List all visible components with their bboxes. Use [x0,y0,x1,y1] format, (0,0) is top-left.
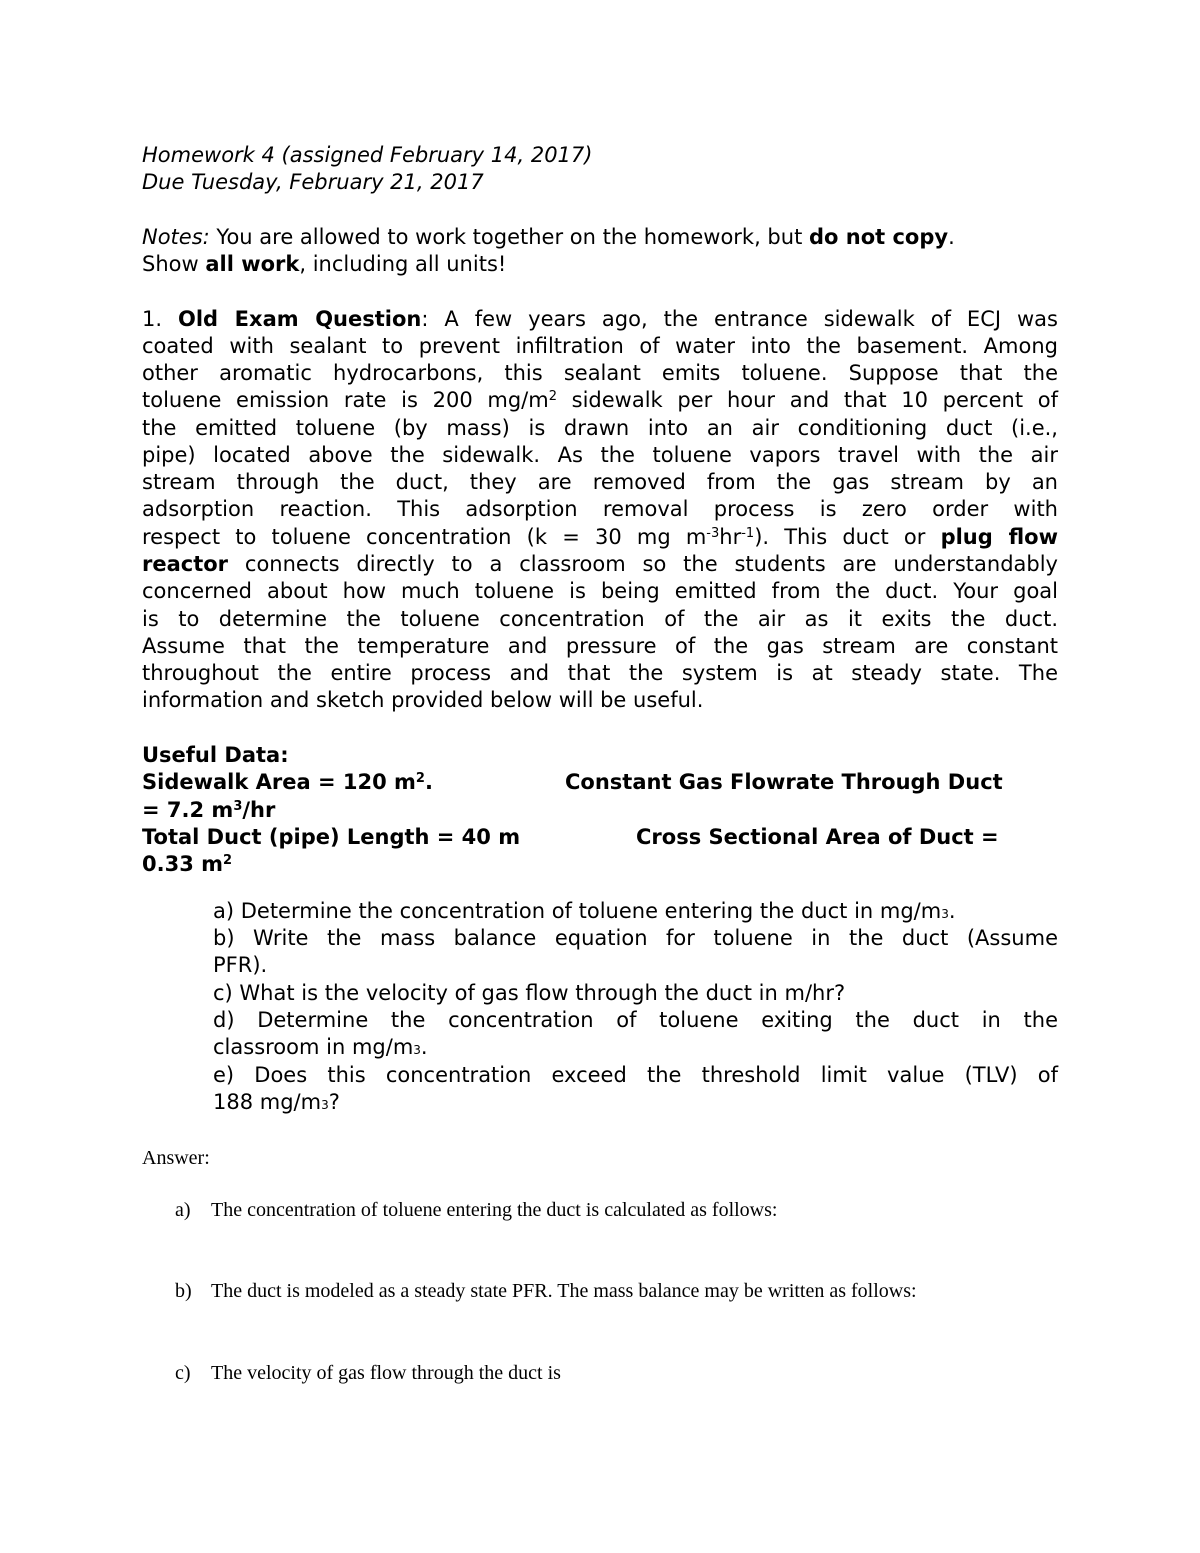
question-b-line-1: b) Write the mass balance equation for toluene in the duct (Assume [213,926,1058,950]
question-d-line-1: d) Determine the concentration of toluene exiting the duct in the [213,1008,1058,1032]
homework-title: Homework 4 (assigned February 14, 2017) [142,143,593,167]
sidewalk-area: Sidewalk Area = 120 $m^2$. [142,770,433,794]
problem-heading: Old Exam Question [178,307,422,331]
problem-line-11: concerned about how much toluene is being emitted from the duct. Your goal [142,579,1058,603]
question-e-line-1: e) Does this concentration exceed the threshold limit value (TLV) of [213,1063,1058,1087]
problem-line-3: other aromatic hydrocarbons, this sealant emits toluene. Suppose that the [142,361,1058,385]
problem-line-10: reactor connects directly to a classroom so the students are understandably [142,552,1058,576]
notes-label: Notes: [142,225,210,249]
cross-section-value: 0.33 $m^2$ [142,852,233,876]
problem-line-1: 1. Old Exam Question: A few years ago, the entrance sidewalk of ECJ was [142,307,1058,331]
question-b-line-2: PFR). [213,953,268,977]
problem-line-4: toluene emission rate is 200 $mg/m^2$ sidewalk per hour and that 10 percent of [142,388,1058,412]
cross-section-label: Cross Sectional Area of Duct = [636,825,999,849]
question-e-line-2: 188 mg/m3? [213,1090,340,1114]
problem-line-5: the emitted toluene (by mass) is drawn into an air conditioning duct (i.e., [142,416,1058,440]
due-date: Due Tuesday, February 21, 2017 [142,170,484,194]
problem-line-12: is to determine the toluene concentration of the air as it exits the duct. [142,607,1058,631]
problem-line-9: respect to toluene concentration (k = 30 mg $m^{-3}hr^{-1}$). This duct or plug flow [142,525,1058,549]
problem-line-7: stream through the duct, they are removed from the gas stream by an [142,470,1058,494]
duct-length: Total Duct (pipe) Length = 40 m [142,825,521,849]
document-page: Homework 4 (assigned February 14, 2017) Due Tuesday, February 21, 2017 Notes: You are allowed to work together on the homework, but do not copy. Show all work, including all units! 1. Old Exam Question: A few years ago, the entrance sidewalk of ECJ was coated with sealant to prevent infiltration of water into the basement. Among other aromatic hydrocarbons, this sealant emits toluene. Suppose that the toluene emission rate is 200 $mg/m^2$ sidewalk per hour and that 10 percent of the emitted toluene (by mass) is drawn into an air conditioning duct (i.e., pipe) located above the sidewalk. As the toluene vapors travel with the air stream through the duct, they are removed from the gas stream by an adsorption reaction. This adsorption removal process is zero order with respect to toluene concentration (k = 30 mg $m^{-3}hr^{-1}$). This duct or plug flow reactor connects directly to a classroom so the students are understandably concerned about how much toluene is being emitted from the duct. Your goal is to determine the toluene concentration of the air as it exits the duct. Assume that the temperature and pressure of the gas stream are constant throughout the entire process and that the system is at steady state. The information and sketch provided below will be useful. Useful Data: Sidewalk Area = 120 $m^2$. Constant Gas Flowrate Through Duct = 7.2 $m^3/hr$ Total Duct (pipe) Length = 40 m Cross Sectional Area of Duct = 0.33 $m^2$ a) Determine the concentration of toluene entering the duct in mg/m3. b) Write the mass balance equation for toluene in the duct (Assume PFR). c) What is the velocity of gas flow through the duct in m/hr? d) Determine the concentration of toluene exiting the duct in the classroom in mg/m3. e) Does this concentration exceed the threshold limit value (TLV) of 188 mg/m3? Answer: a) The concentration of toluene entering the duct is calculated as follows: b) The duct is modeled as a steady state PFR. The mass balance may be written as follows: c) The velocity of gas flow through the duct is [142,143,1058,1384]
answer-label: Answer: [142,1147,210,1169]
question-c: c) What is the velocity of gas flow through the duct in m/hr? [213,981,846,1005]
question-a: a) Determine the concentration of toluene entering the duct in mg/m3. [213,899,956,923]
question-d-line-2: classroom in mg/m3. [213,1035,428,1059]
notes-line-2: Show all work, including all units! [142,252,507,276]
problem-line-14: throughout the entire process and that the system is at steady state. The [142,661,1058,685]
problem-line-2: coated with sealant to prevent infiltration of water into the basement. Among [142,334,1058,358]
flowrate-value: = 7.2 $m^3/hr$ [142,798,276,822]
notes-line-1: Notes: You are allowed to work together on the homework, but do not copy. [142,225,955,249]
problem-line-15: information and sketch provided below will be useful. [142,688,704,712]
problem-line-8: adsorption reaction. This adsorption removal process is zero order with [142,497,1058,521]
problem-line-6: pipe) located above the sidewalk. As the toluene vapors travel with the air [142,443,1058,467]
flowrate-label: Constant Gas Flowrate Through Duct [565,770,1003,794]
problem-line-13: Assume that the temperature and pressure of the gas stream are constant [142,634,1058,658]
useful-data-heading: Useful Data: [142,743,289,767]
